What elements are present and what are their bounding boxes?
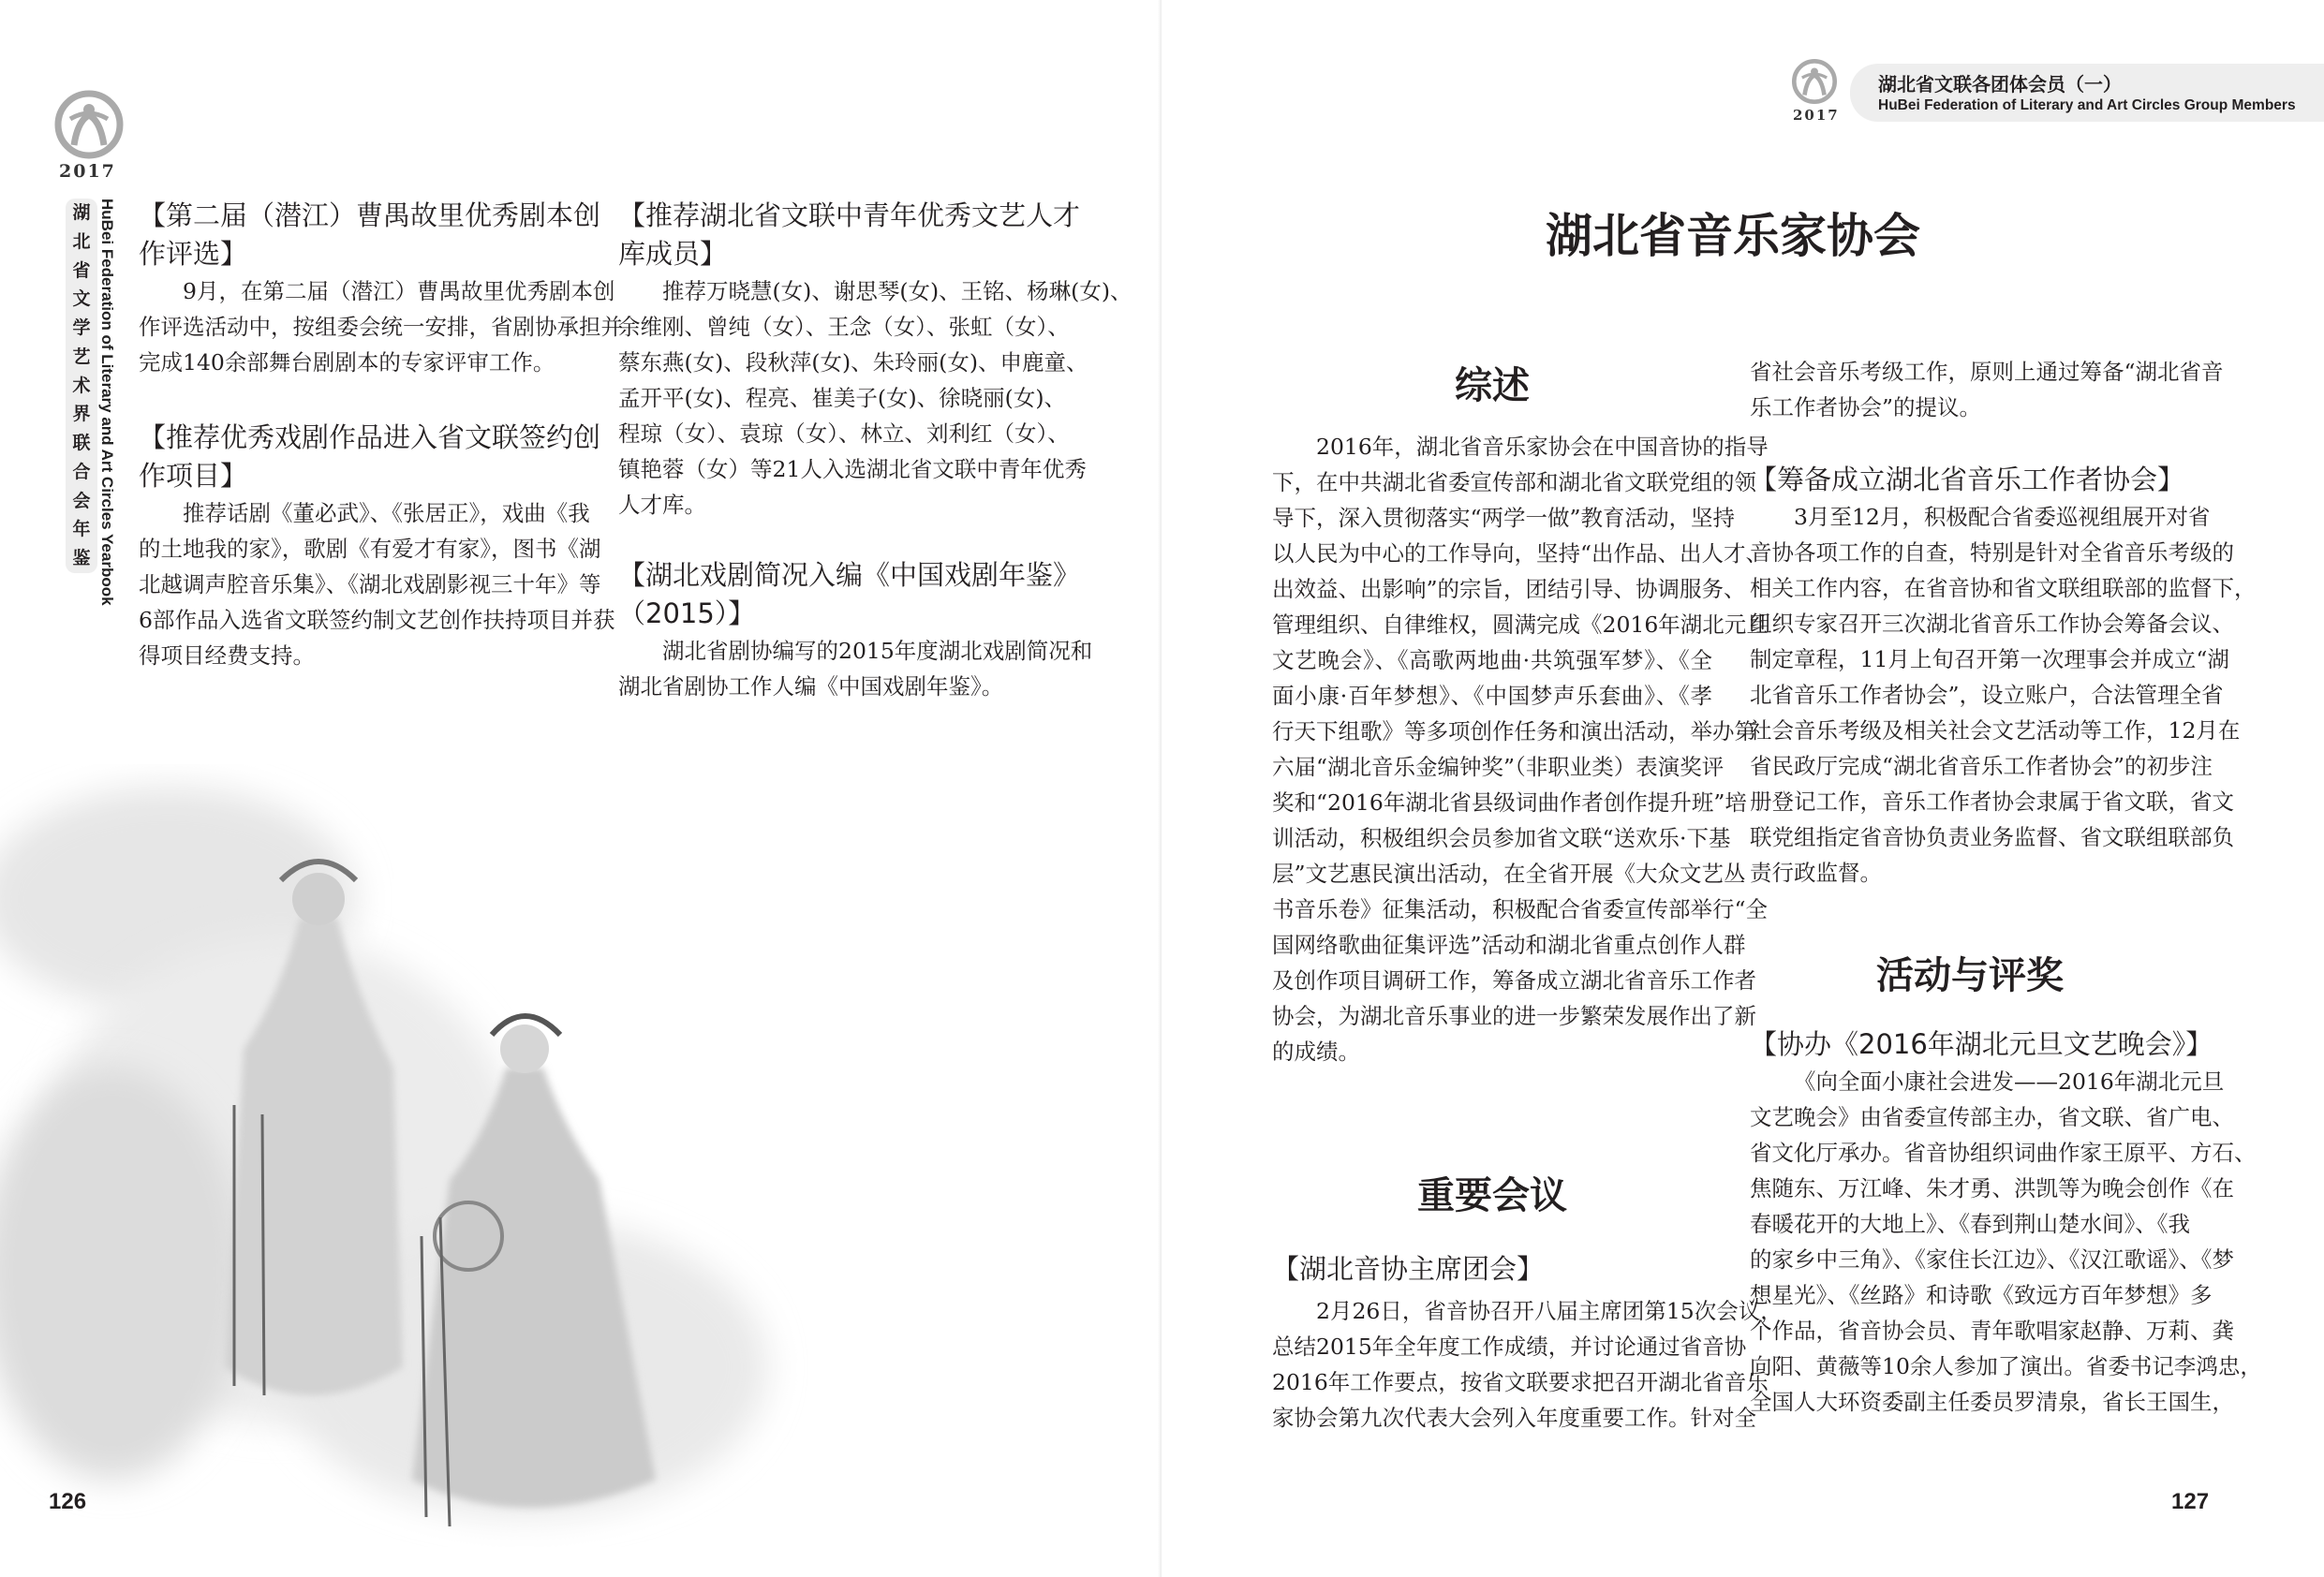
text-line: 人才库。	[618, 492, 706, 518]
vertical-title-char: 界	[72, 404, 91, 425]
heading-line: 库成员】	[618, 238, 728, 270]
text-line: 家协会第九次代表大会列入年度重要工作。针对全	[1272, 1405, 1756, 1431]
text-line: 管理组织、自律维权，圆满完成《2016年湖北元旦	[1272, 612, 1769, 638]
heading-line: 作项目】	[139, 460, 248, 492]
text-line: 文艺晚会》由省委宣传部主办，省文联、省广电、	[1750, 1104, 2234, 1130]
text-line: 个作品，省音协会员、青年歌唱家赵静、万莉、龚	[1750, 1318, 2234, 1344]
text-line: 省社会音乐考级工作，原则上通过筹备“湖北省音	[1750, 359, 2224, 385]
text-line: 完成140余部舞台剧剧本的专家评审工作。	[139, 349, 555, 376]
text-line: 训活动，积极组织会员参加省文联“送欢乐·下基	[1272, 825, 1731, 851]
text-line: 北省音乐工作者协会”，设立账户，合法管理全省	[1750, 682, 2224, 708]
text-line: 推荐万晓慧(女)、谢思琴(女)、王铭、杨琳(女)、	[662, 278, 1132, 304]
text-line: 3月至12月，积极配合省委巡视组展开对省	[1794, 504, 2211, 530]
text-line: 音协各项工作的自查，特别是针对全省音乐考级的	[1750, 539, 2234, 566]
text-line: 协会，为湖北音乐事业的进一步繁荣发展作出了新	[1272, 1003, 1756, 1029]
overview-heading: 综述	[1455, 364, 1530, 407]
heading-line: 【推荐湖北省文联中青年优秀文艺人才	[618, 199, 1081, 231]
text-line: 作评选活动中，按组委会统一安排，省剧协承担并	[139, 314, 623, 340]
text-line: 导下，深入贯彻落实“两学一做”教育活动，坚持	[1272, 505, 1736, 531]
vertical-title-char: 鉴	[72, 548, 91, 568]
text-line: 相关工作内容，在省音协和省文联组联部的监督下，	[1750, 575, 2257, 601]
section-heading	[139, 419, 601, 495]
vertical-title-char: 文	[72, 288, 91, 310]
vertical-yearbook-title	[66, 199, 97, 573]
text-line: 北越调声腔音乐集》、《湖北戏剧影视三十年》等	[139, 571, 601, 597]
logo-year: 2017	[59, 161, 116, 182]
text-line: 推荐话剧《董必武》、《张居正》，戏曲《我	[183, 500, 590, 526]
section-young-talent	[618, 197, 1132, 523]
text-line: 组织专家召开三次湖北省音乐工作协会筹备会议、	[1750, 611, 2234, 637]
text-line: 社会音乐考级及相关社会文艺活动等工作，12月在	[1750, 717, 2241, 744]
text-line: 文艺晚会》、《高歌两地曲·共筑强军梦》、《全	[1272, 647, 1712, 673]
right-page	[1162, 0, 2324, 1577]
vertical-title-char: 术	[72, 375, 91, 396]
heading-line: 作评选】	[139, 238, 248, 270]
text-line: 全国人大环资委副主任委员罗清泉，省长王国生，	[1750, 1389, 2234, 1415]
text-line: 奖和“2016年湖北省县级词曲作者创作提升班”培	[1272, 789, 1747, 816]
text-line: 六届“湖北音乐金编钟奖”（非职业类）表演奖评	[1272, 754, 1724, 780]
text-line: 向阳、黄薇等10余人参加了演出。省委书记李鸿忠，	[1750, 1353, 2262, 1379]
text-line: 想星光》、《丝路》和诗歌《致远方百年梦想》多	[1750, 1282, 2213, 1308]
text-line: 乐工作者协会”的提议。	[1750, 394, 1982, 420]
text-line: 责行政监督。	[1750, 860, 1882, 886]
section-drama-yearbook	[618, 556, 1093, 704]
meetings-body	[1272, 1293, 1783, 1436]
vertical-title-char: 会	[72, 490, 91, 511]
section-heading	[618, 556, 1081, 633]
header-title-en: HuBei Federation of Literary and Art Circles Group Members	[1878, 97, 2296, 113]
text-line: 湖北省剧协编写的2015年度湖北戏剧简况和	[662, 638, 1093, 664]
text-line: 的家乡中三角》、《家住长江边》、《汉江歌谣》、《梦	[1750, 1246, 2234, 1273]
text-line: 国网络歌曲征集评选”活动和湖北省重点创作人群	[1272, 932, 1746, 958]
text-line: 湖北省剧协工作人编《中国戏剧年鉴》。	[618, 673, 1004, 700]
text-line: 2月26日，省音协召开八届主席团第15次会议，	[1316, 1298, 1783, 1324]
text-line: 制定章程，11月上旬召开第一次理事会并成立“湖	[1750, 646, 2229, 672]
text-line: 焦随东、万江峰、朱才勇、洪凯等为晚会创作《在	[1750, 1175, 2234, 1201]
text-line: 2016年工作要点，按省文联要求把召开湖北省音乐	[1272, 1369, 1769, 1395]
activities-heading: 活动与评奖	[1876, 954, 2064, 997]
header-year: 2017	[1793, 107, 1840, 124]
section-body	[618, 633, 1093, 704]
federation-logo-icon	[1791, 58, 1838, 105]
section-caoyu-script-award	[139, 197, 623, 380]
text-line: 下，在中共湖北省委宣传部和湖北省文联党组的领	[1272, 469, 1756, 495]
heading-line: （2015）】	[618, 597, 756, 629]
activities-subheading: 【协办《2016年湖北元旦文艺晚会》】	[1750, 1028, 2213, 1060]
text-line: 总结2015年全年度工作成绩，并讨论通过省音协	[1272, 1334, 1747, 1360]
federation-logo-icon	[53, 89, 125, 160]
vertical-title-char: 湖	[72, 202, 91, 223]
text-line: 册登记工作，音乐工作者协会隶属于省文联，省文	[1750, 788, 2234, 815]
text-line: 《向全面小康社会进发——2016年湖北元旦	[1794, 1069, 2225, 1095]
text-line: 面小康·百年梦想》、《中国梦声乐套曲》、《孝	[1272, 683, 1712, 709]
text-line: 得项目经费支持。	[139, 642, 315, 669]
text-line: 蔡东燕(女)、段秋萍(女)、朱玲丽(女)、申鹿童、	[618, 349, 1088, 376]
page-number: 127	[2171, 1489, 2210, 1514]
text-line: 的土地我的家》，歌剧《有爱才有家》，图书《湖	[139, 536, 601, 562]
prep-body	[1750, 499, 2257, 891]
prep-heading: 【筹备成立湖北省音乐工作者协会】	[1750, 464, 2185, 495]
activities-body	[1750, 1064, 2262, 1420]
opera-figures-illustration	[0, 712, 937, 1555]
heading-line: 【推荐优秀戏剧作品进入省文联签约创	[139, 421, 601, 453]
text-line: 出效益、出影响”的宗旨，团结引导、协调服务、	[1272, 576, 1746, 602]
page-number: 126	[49, 1489, 87, 1514]
section-body	[139, 273, 623, 380]
vertical-title-char: 省	[72, 259, 91, 281]
vertical-title-char: 北	[72, 230, 91, 252]
vertical-title-char: 联	[72, 433, 91, 453]
vertical-title-char: 年	[72, 519, 91, 540]
text-line: 联党组指定省音协负责业务监督、省文联组联部负	[1750, 824, 2234, 850]
text-line: 书音乐卷》征集活动，积极配合省委宣传部举行“全	[1272, 896, 1769, 922]
text-line: 春暖花开的大地上》、《春到荆山楚水间》、《我	[1750, 1211, 2190, 1237]
text-line: 镇艳蓉（女）等21人入选湖北省文联中青年优秀	[618, 456, 1087, 482]
text-line: 孟开平(女)、程亮、崔美子(女)、徐晓丽(女)、	[618, 385, 1067, 411]
section-body	[618, 273, 1132, 523]
section-body	[139, 495, 615, 673]
header-title-cn: 湖北省文联各团体会员（一）	[1878, 73, 2122, 96]
text-line: 省民政厅完成“湖北省音乐工作者协会”的初步注	[1750, 753, 2213, 779]
section-recommended-drama	[139, 419, 615, 673]
section-heading	[618, 197, 1081, 273]
text-line: 6部作品入选省文联签约制文艺创作扶持项目并获	[139, 607, 615, 633]
section-heading	[139, 197, 601, 273]
heading-line: 【第二届（潜江）曹禺故里优秀剧本创	[139, 199, 601, 231]
overview-body	[1272, 429, 1769, 1069]
text-line: 程琼（女）、袁琼（女）、林立、刘利红（女）、	[618, 420, 1070, 447]
continued-text	[1750, 354, 2224, 425]
text-line: 的成绩。	[1272, 1039, 1360, 1065]
vertical-title-char: 合	[72, 461, 91, 482]
text-line: 9月，在第二届（潜江）曹禺故里优秀剧本创	[183, 278, 615, 304]
page-title: 湖北省音乐家协会	[1546, 209, 1920, 263]
vertical-title-char: 学	[72, 317, 91, 338]
text-line: 2016年，湖北省音乐家协会在中国音协的指导	[1316, 434, 1769, 460]
vertical-english-title: HuBei Federation of Literary and Art Circles Yearbook	[98, 199, 116, 606]
vertical-title-char: 艺	[72, 346, 91, 367]
text-line: 余维刚、曾纯（女）、王念（女）、张虹（女）、	[618, 314, 1070, 340]
meetings-subheading: 【湖北音协主席团会】	[1272, 1253, 1545, 1285]
meetings-heading: 重要会议	[1417, 1174, 1567, 1217]
text-line: 以人民为中心的工作导向，坚持“出作品、出人才、	[1272, 540, 1769, 567]
text-line: 层”文艺惠民演出活动，在全省开展《大众文艺丛	[1272, 861, 1746, 887]
text-line: 及创作项目调研工作，筹备成立湖北省音乐工作者	[1272, 967, 1756, 994]
text-line: 省文化厅承办。省音协组织词曲作家王原平、方石、	[1750, 1140, 2257, 1166]
heading-line: 【湖北戏剧简况入编《中国戏剧年鉴》	[618, 559, 1081, 591]
text-line: 行天下组歌》等多项创作任务和演出活动，举办第	[1272, 718, 1756, 744]
